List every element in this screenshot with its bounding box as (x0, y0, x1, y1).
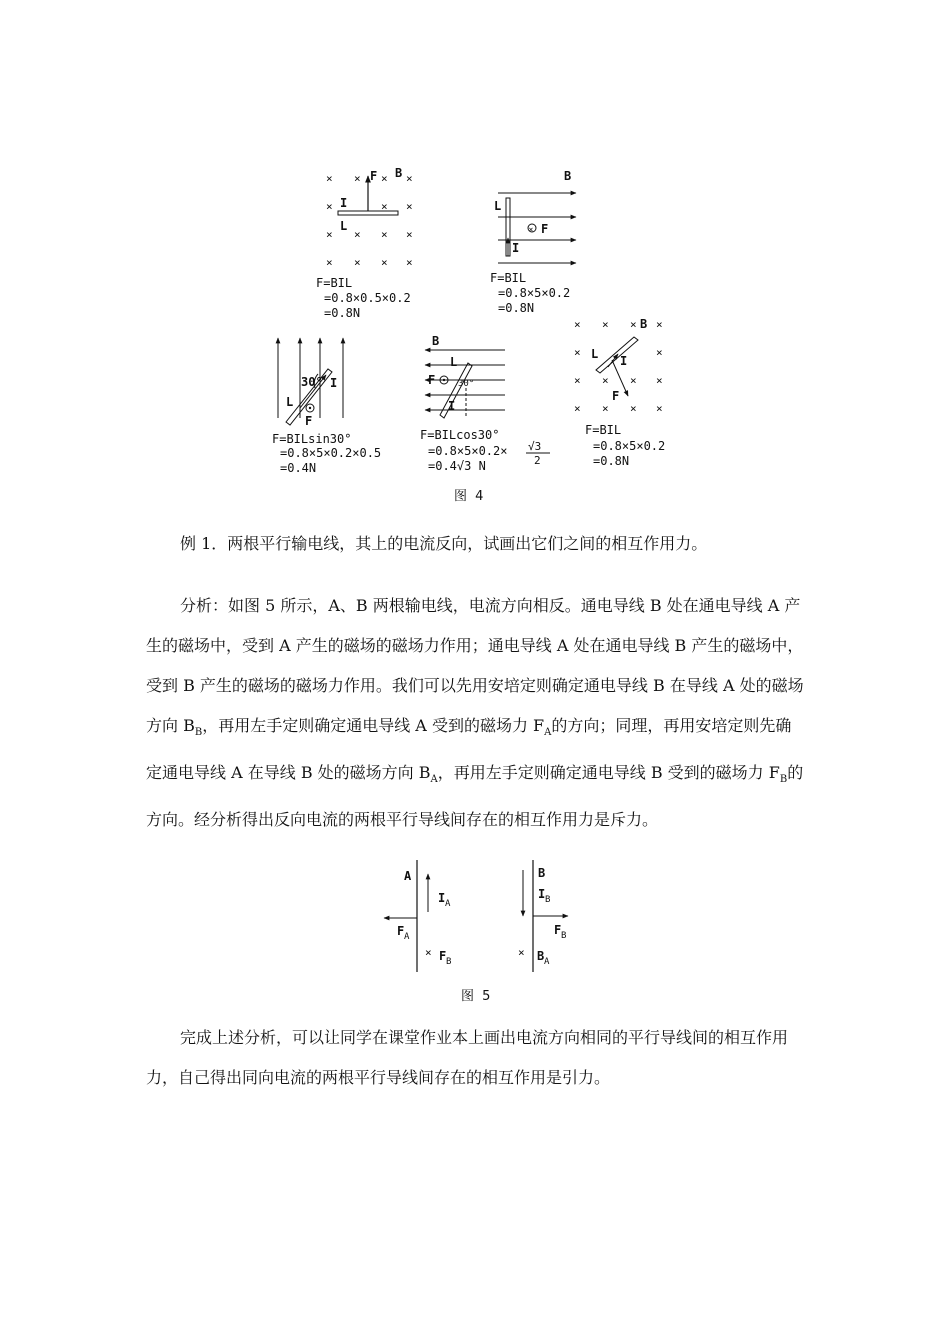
svg-text:×: × (574, 318, 581, 331)
f5-FB: F (439, 949, 447, 963)
svg-text:×: × (656, 346, 663, 359)
analysis-paragraph (146, 586, 806, 840)
analysis-text-1: 分析：如图 5 所示，A、B 两根输电线，电流方向相反。通电导线 B 处在通电导线 A 产生的磁场中，受到 A 产生的磁场的磁场力作用；通电导线 A 处在通电导线 B 产生的磁场中，受到 B 产生的磁场的磁场力作用。我们可以先用安培定则确定通电导线 B 在导线 A 处的磁场方向 B (146, 596, 804, 735)
svg-text:×: × (602, 374, 609, 387)
p5-B: B (640, 317, 648, 331)
svg-text:×: × (602, 318, 609, 331)
svg-text:×: × (574, 402, 581, 415)
figure-4-caption: 图 4 (454, 489, 486, 504)
p2-formula-2: =0.8×5×0.2 (498, 286, 571, 300)
p2-formula-1: F=BIL (490, 271, 527, 285)
analysis-sub-4: B (779, 774, 788, 786)
svg-text:×: × (656, 318, 663, 331)
p5-formula-2: =0.8×5×0.2 (593, 439, 666, 453)
fig4-panel-1 (316, 166, 413, 320)
p3-angle: 30° (301, 375, 323, 389)
conclusion-text: 完成上述分析，可以让同学在课堂作业本上画出电流方向相同的平行导线间的相互作用力，自己得出同向电流的两根平行导线间存在的相互作用是引力。 (146, 1028, 789, 1087)
f5-A: A (404, 869, 412, 883)
p3-formula-3: =0.4N (280, 461, 317, 475)
p4-I: I (448, 399, 456, 413)
p4-frac-den: 2 (534, 454, 541, 467)
figure-5-caption: 图 5 (461, 989, 493, 1004)
p4-formula-2: =0.8×5×0.2× (428, 444, 508, 458)
p1-B: B (395, 166, 403, 180)
p1-I: I (340, 196, 348, 210)
svg-text:×: × (326, 228, 333, 241)
svg-text:×: × (630, 318, 637, 331)
f5-IB: I (538, 887, 546, 901)
f5-FBr: F (554, 923, 562, 937)
svg-text:×: × (518, 946, 525, 959)
p3-F: F (305, 414, 313, 428)
p4-formula-1: F=BILcos30° (420, 428, 500, 442)
p3-L: L (286, 395, 294, 409)
f5-FA: F (397, 924, 405, 938)
conclusion-paragraph (146, 1018, 806, 1098)
analysis-text-2: ，再用左手定则确定通电导线 A 受到的磁场力 F (202, 716, 545, 735)
svg-text:B: B (446, 957, 452, 967)
f5-IA: I (438, 891, 446, 905)
svg-text:×: × (425, 946, 432, 959)
svg-text:×: × (602, 402, 609, 415)
svg-text:×: × (326, 200, 333, 213)
fig4-panel-5 (574, 317, 665, 468)
figure-5 (370, 850, 590, 980)
svg-text:×: × (381, 228, 388, 241)
svg-text:×: × (630, 402, 637, 415)
p3-formula-2: =0.8×5×0.2×0.5 (280, 446, 382, 460)
fig4-panel-3 (272, 338, 381, 475)
svg-text:A: A (544, 957, 550, 967)
analysis-sub-3: A (430, 774, 438, 786)
f5-BA: B (537, 949, 545, 963)
example-1-text: 例 1．两根平行输电线，其上的电流反向，试画出它们之间的相互作用力。 (180, 534, 708, 553)
analysis-sub-2: A (544, 727, 552, 739)
svg-text:×: × (574, 346, 581, 359)
svg-text:×: × (406, 172, 413, 185)
svg-text:×: × (354, 172, 361, 185)
svg-text:×: × (326, 256, 333, 269)
p4-formula-3: =0.4√3 N (428, 459, 486, 473)
svg-text:B: B (545, 895, 551, 905)
p1-L: L (340, 219, 348, 233)
analysis-text-3: 的方向；同理，再用安培定则先确定通电导线 A 在导线 B 处的磁场方向 B (146, 716, 792, 783)
svg-text:×: × (326, 172, 333, 185)
svg-text:×: × (381, 172, 388, 185)
p1-formula-1: F=BIL (316, 276, 353, 290)
svg-text:×: × (354, 228, 361, 241)
analysis-sub-1: B (194, 727, 203, 739)
p2-formula-3: =0.8N (498, 301, 535, 315)
p5-L: L (591, 347, 599, 361)
p3-formula-1: F=BILsin30° (272, 432, 352, 446)
svg-text:×: × (354, 256, 361, 269)
svg-text:×: × (406, 256, 413, 269)
svg-text:A: A (445, 899, 451, 909)
p3-I: I (330, 376, 338, 390)
svg-text:×: × (656, 374, 663, 387)
p1-formula-2: =0.8×0.5×0.2 (324, 291, 411, 305)
p4-L: L (450, 355, 458, 369)
p2-L: L (494, 199, 502, 213)
svg-text:×: × (406, 200, 413, 213)
figure-4 (260, 160, 700, 480)
p5-formula-1: F=BIL (585, 423, 622, 437)
svg-text:×: × (381, 200, 388, 213)
analysis-text-5: 的方向。经分析得出反向电流的两根平行导线间存在的相互作用力是斥力。 (146, 763, 804, 830)
p1-formula-3: =0.8N (324, 306, 361, 320)
p4-frac-num: √3 (528, 440, 542, 453)
f5-B: B (538, 866, 546, 880)
svg-text:×: × (528, 225, 534, 234)
p4-F: F (428, 373, 436, 387)
p5-F: F (612, 389, 620, 403)
svg-text:×: × (381, 256, 388, 269)
example-1 (146, 524, 806, 564)
p5-I: I (620, 354, 628, 368)
svg-text:×: × (406, 228, 413, 241)
analysis-text-4: ，再用左手定则确定通电导线 B 受到的磁场力 F (437, 763, 780, 783)
svg-text:×: × (656, 402, 663, 415)
svg-text:A: A (404, 932, 410, 942)
p2-F: F (541, 222, 549, 236)
p5-formula-3: =0.8N (593, 454, 630, 468)
p1-F: F (370, 169, 378, 183)
fig4-panel-2 (490, 169, 576, 315)
svg-text:×: × (630, 374, 637, 387)
svg-text:B: B (561, 931, 567, 941)
p4-B: B (432, 334, 440, 348)
p4-angle: 30° (458, 379, 475, 389)
p2-B: B (564, 169, 572, 183)
p2-I: I (512, 241, 520, 255)
svg-text:×: × (574, 374, 581, 387)
fig4-panel-4 (420, 334, 550, 473)
